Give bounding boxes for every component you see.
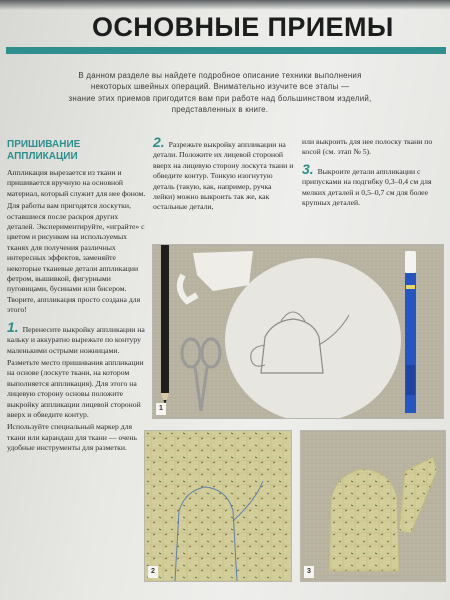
marker-pen xyxy=(405,251,416,413)
page-top-shadow xyxy=(0,0,450,10)
intro-text xyxy=(20,70,420,116)
photo-number: 3 xyxy=(304,566,314,578)
photo-2-illustration xyxy=(145,431,292,582)
section-heading-line2: АППЛИКАЦИИ xyxy=(7,151,78,162)
photo-3 xyxy=(300,430,446,582)
section-paragraph: Аппликация вырезается из ткани и пришивается вручную на основной материал, который служит для нее фоном. xyxy=(7,168,146,198)
tracing-paper xyxy=(225,258,401,419)
step-text: Перенесите выкройку аппликации на кальку и аккуратно вырежьте по контуру маленькими острыми ножницами. xyxy=(7,324,145,355)
fabric-piece-large xyxy=(329,469,399,571)
intro-line: В данном разделе вы найдете подробное описание техники выполнения xyxy=(78,71,362,80)
section-paragraph: Для работы вам пригодятся лоскутки, оставшиеся после раскроя других деталей. Экспериментируйте, «играйте» с цветом и рисунком на используемых тканях для получения различных интересных эффектов, заменяйте некоторые тканевые детали аппликации фетром, вышивкой, фигурными пуговицами, бусинами или бисером. Творите, аппликация просто создана для этого! xyxy=(7,201,145,315)
step-1 xyxy=(7,318,146,356)
intro-line: знание этих приемов пригодится вам при работе над большинством изделий, xyxy=(68,93,372,103)
photo-1-illustration xyxy=(153,245,444,419)
step-text: Выкроите детали аппликации с припусками на подгибку 0,3–0,4 см для мелких деталей и 0,5–0,7 см для более крупных деталей. xyxy=(302,166,432,208)
step-number: 2. xyxy=(153,134,165,150)
column-left xyxy=(7,168,146,456)
photo-number: 2 xyxy=(148,566,158,578)
intro-line: представленных в книге. xyxy=(171,105,269,115)
section-heading xyxy=(7,139,147,163)
step-text: Разрежьте выкройку аппликации на детали. Положите их лицевой стороной вверх на лицевую сторону лоскута ткани и обведите контур. Тонкую изогнутую деталь (такую, как, например, ручка лейки) можно выкроить так же, как остальные детали, xyxy=(153,140,294,212)
photo-3-illustration xyxy=(301,431,446,582)
photo-2 xyxy=(144,430,292,582)
column-right xyxy=(302,137,442,210)
step-number: 1. xyxy=(7,318,19,335)
page-title: ОСНОВНЫЕ ПРИЕМЫ xyxy=(92,12,394,42)
step-2-continuation: или выкроить для нее полоску ткани по косой (см. этап № 5). xyxy=(302,137,433,157)
section-heading-line1: ПРИШИВАНИЕ xyxy=(7,139,81,150)
step-text: Разметьте место пришивания аппликации на основе (лоскуте ткани, на котором выполняется аппликация). Для этого на лицевую сторону основы положите выкройку аппликации лицевой стороной вверх и обведите контур. xyxy=(7,357,144,419)
photo-1 xyxy=(152,244,444,419)
title-accent-bar xyxy=(6,47,446,54)
step-text: Используйте специальный маркер для ткани или карандаш для ткани — очень удобные инструменты для разметки. xyxy=(7,422,137,453)
pencil xyxy=(161,245,169,393)
step-number: 3. xyxy=(302,160,314,177)
step-2 xyxy=(153,134,295,213)
intro-line: некоторых швейных операций. Внимательно изучите все этапы — xyxy=(90,82,350,92)
photo-number: 1 xyxy=(156,403,166,415)
column-middle xyxy=(153,134,295,215)
step-3 xyxy=(302,160,442,209)
